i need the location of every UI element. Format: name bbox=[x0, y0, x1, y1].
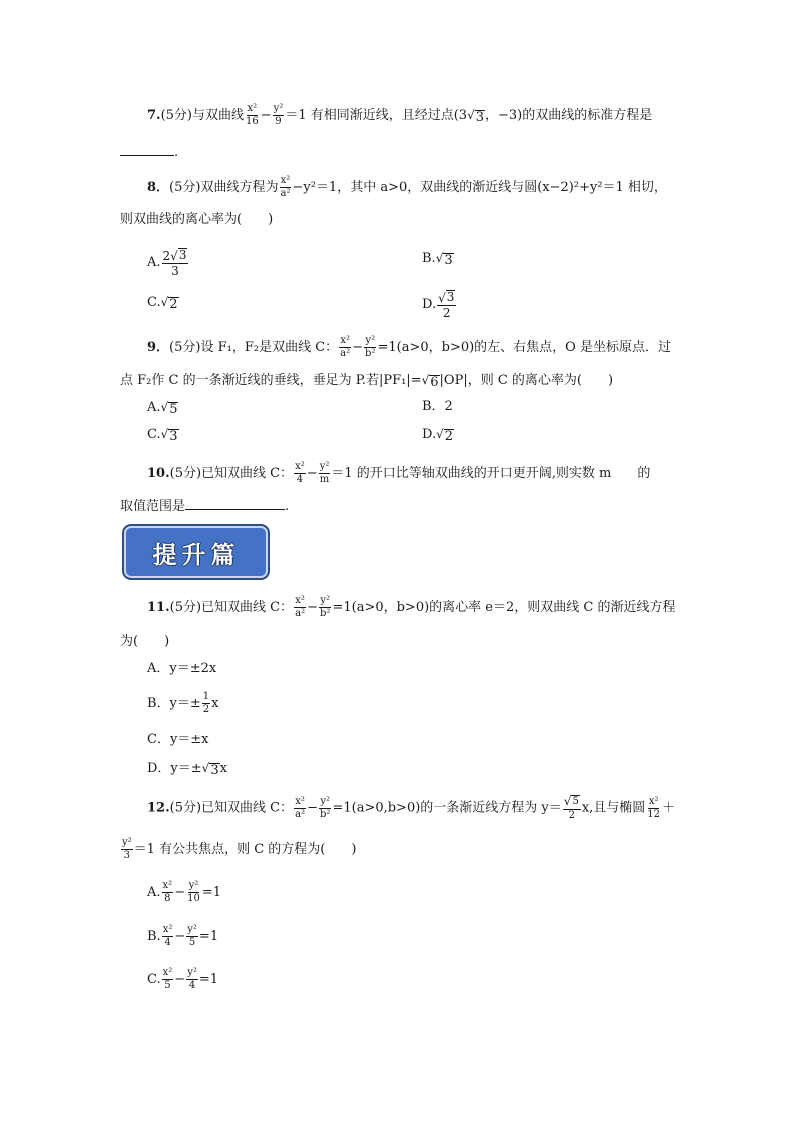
q7-fraction-x2-16: $\frac{\text{x²}}{16}$ bbox=[246, 103, 259, 127]
q8-line1: 8．(5分)双曲线方程为 $\frac{\text{x²}}{\text{a²}}$ −y²＝1，其中 a>0，双曲线的渐近线与圆(x−2)²+y²＝1 相切， bbox=[147, 175, 667, 199]
q9-line1: 9．(5分)设 F₁，F₂是双曲线 C： $\frac{\text{x²}}{\text{a²}}$ − $\frac{\text{y²}}{\text{b²}}$ =1(a>0，b>0)的左、右焦点，O 是坐标原点．过 bbox=[147, 335, 671, 359]
q7-fraction-y2-9: $\frac{\text{y²}}{9}$ bbox=[273, 103, 284, 127]
q12-option-b[interactable]: B. $\frac{\text{x²}}{4}$ − $\frac{\text{y²}}{5}$ =1 bbox=[147, 924, 219, 948]
q8-option-b[interactable]: B. √ 3 bbox=[422, 251, 453, 268]
q10-line1: 10.(5分)已知双曲线 C： $\frac{\text{x²}}{4}$ − $\frac{\text{y²}}{m}$ ＝1 的开口比等轴双曲线的开口更开阔,则实数 m 的 bbox=[147, 461, 651, 485]
q7-number: 7. bbox=[147, 108, 161, 123]
section-banner bbox=[122, 524, 270, 580]
q12-option-a[interactable]: A. $\frac{\text{x²}}{8}$ − $\frac{\text{y²}}{10}$ =1 bbox=[147, 880, 221, 904]
q9-number: 9． bbox=[147, 340, 170, 355]
q12-option-c[interactable]: C. $\frac{\text{x²}}{5}$ − $\frac{\text{y²}}{4}$ =1 bbox=[147, 967, 219, 991]
q8-option-d[interactable]: D. √ 3 2 bbox=[422, 290, 455, 321]
q11-line1: 11.(5分)已知双曲线 C： $\frac{\text{x²}}{\text{a²}}$ − $\frac{\text{y²}}{\text{b²}}$ =1(a>0，b>0)的离心率 e＝2，则双曲线 C 的渐近线方程 bbox=[147, 595, 676, 619]
q11-option-a[interactable]: A．y＝±2x bbox=[147, 661, 217, 676]
q9-option-b[interactable]: B．2 bbox=[422, 399, 453, 414]
q10-answer-blank[interactable] bbox=[185, 497, 285, 510]
q7-answer-blank[interactable] bbox=[120, 143, 174, 156]
q11-option-c[interactable]: C．y＝±x bbox=[147, 732, 209, 747]
q9-option-c[interactable]: C. √ 3 bbox=[147, 427, 178, 444]
q8-fraction: $\frac{\text{x²}}{\text{a²}}$ bbox=[280, 175, 291, 199]
q11-number: 11. bbox=[147, 600, 170, 615]
q11-option-b[interactable]: B．y＝± $\frac{1}{2}$ x bbox=[147, 691, 219, 715]
q10-number: 10. bbox=[147, 466, 170, 481]
q8-option-c[interactable]: C. √ 2 bbox=[147, 295, 178, 312]
q11-option-d[interactable]: D．y＝± √ 3 x bbox=[147, 761, 227, 778]
q7-line2: . bbox=[120, 143, 178, 163]
section-banner-label: 提升篇 bbox=[152, 540, 240, 569]
q8-line2: 则双曲线的离心率为( ) bbox=[120, 212, 274, 227]
q10-line2: 取值范围是 . bbox=[120, 499, 290, 514]
q12-line2: $\frac{\text{y²}}{3}$ ＝1 有公共焦点，则 C 的方程为( ) bbox=[122, 837, 357, 861]
q12-number: 12. bbox=[147, 800, 170, 816]
q11-line2: 为( ) bbox=[120, 634, 170, 649]
q7-sqrt: √ 3 bbox=[467, 108, 485, 125]
q9-line2: 点 F₂作 C 的一条渐近线的垂线，垂足为 P.若|PF₁|= √ 6 |OP|，则 C 的离心率为( ) bbox=[120, 373, 614, 390]
q12-line1: 12.(5分)已知双曲线 C： $\frac{\text{x²}}{\text{a²}}$ − $\frac{\text{y²}}{\text{b²}}$ =1(a>0,b>0)的一条渐近线方程为 y＝ √ 5 2 x,且与椭圆 $\frac{\text{x²}}{12}$ ＋ bbox=[147, 794, 676, 821]
q8-option-a[interactable]: A. 2 √ 3 3 bbox=[147, 248, 187, 279]
q8-number: 8． bbox=[147, 180, 170, 195]
q9-option-a[interactable]: A. √ 5 bbox=[147, 400, 178, 417]
q9-option-d[interactable]: D. √ 2 bbox=[422, 427, 454, 444]
q7-line1: 7.(5分)与双曲线 $\frac{\text{x²}}{16}$ − $\frac{\text{y²}}{9}$ ＝1 有相同渐近线，且经过点(3 √ 3 ，−3)的双曲线的标准方程是 bbox=[147, 103, 653, 127]
